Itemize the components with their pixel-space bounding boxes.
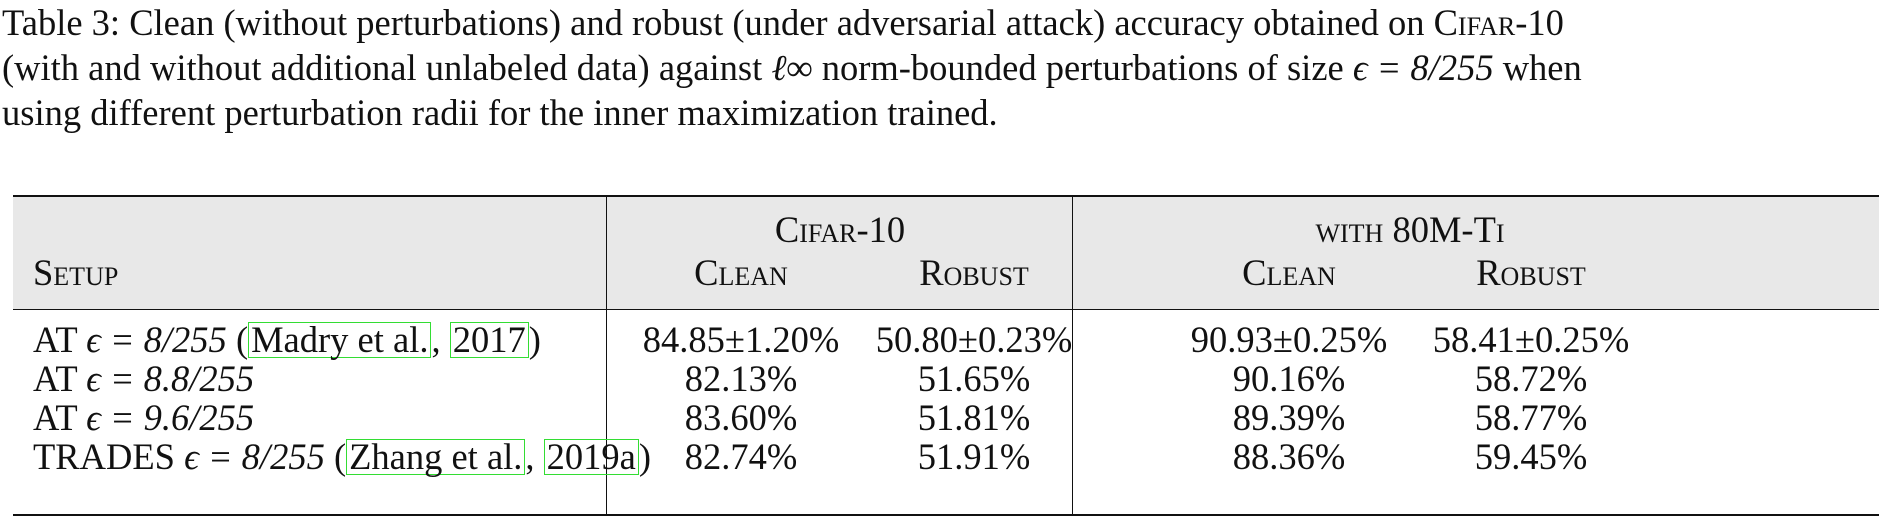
group-header-cifar10: Cifar-10	[774, 209, 906, 250]
table-caption	[2, 0, 1889, 135]
table-cell: 90.93±0.25%	[1190, 319, 1388, 360]
table-cell: 51.91%	[917, 436, 1031, 477]
table-cell: 82.74%	[684, 436, 798, 477]
citation-link[interactable]: Zhang et al.	[346, 439, 525, 475]
table-cell: 50.80±0.23%	[875, 319, 1073, 360]
table-cell: 58.72%	[1474, 358, 1588, 399]
table-cell: 83.60%	[684, 397, 798, 438]
table-cell: 58.77%	[1474, 397, 1588, 438]
row-setup: AT ϵ = 9.6/255	[33, 397, 255, 438]
group-header-80m-ti: with 80M-Ti	[1315, 209, 1505, 250]
caption-norm: ℓ∞	[771, 47, 813, 88]
column-header-robust: Robust	[1476, 252, 1586, 293]
table-cell: 90.16%	[1232, 358, 1346, 399]
citation-link[interactable]: 2019a	[544, 439, 639, 475]
results-table	[13, 195, 1879, 516]
column-header-clean: Clean	[694, 252, 788, 293]
citation-link[interactable]: Madry et al.	[248, 322, 431, 358]
caption-dataset: Cifar-10	[1433, 2, 1564, 43]
column-header-robust: Robust	[919, 252, 1029, 293]
caption-eps: ϵ = 8/255	[1352, 47, 1494, 88]
column-header-clean: Clean	[1242, 252, 1336, 293]
table-cell: 59.45%	[1474, 436, 1588, 477]
citation-link[interactable]: 2017	[450, 322, 529, 358]
table-cell: 51.65%	[917, 358, 1031, 399]
caption-label: Table 3:	[2, 2, 121, 43]
caption-line-2: (with and without additional unlabeled data) against ℓ∞ norm-bounded perturbations of size ϵ = 8/255 when	[2, 47, 1582, 88]
table-cell: 84.85±1.20%	[642, 319, 840, 360]
table-cell: 88.36%	[1232, 436, 1346, 477]
caption-line-3: using different perturbation radii for the inner maximization trained.	[2, 92, 998, 133]
row-setup: AT ϵ = 8/255 (Madry et al., 2017)	[33, 319, 541, 360]
table-cell: 51.81%	[917, 397, 1031, 438]
caption-line-1: Table 3: Clean (without perturbations) and robust (under adversarial attack) accuracy obtained on Cifar-10	[2, 2, 1564, 43]
row-setup: AT ϵ = 8.8/255	[33, 358, 255, 399]
row-setup: TRADES ϵ = 8/255 (Zhang et al., 2019a)	[33, 436, 652, 477]
column-header-setup: Setup	[33, 252, 119, 293]
table-cell: 58.41±0.25%	[1432, 319, 1630, 360]
table-cell: 82.13%	[684, 358, 798, 399]
table-cell: 89.39%	[1232, 397, 1346, 438]
